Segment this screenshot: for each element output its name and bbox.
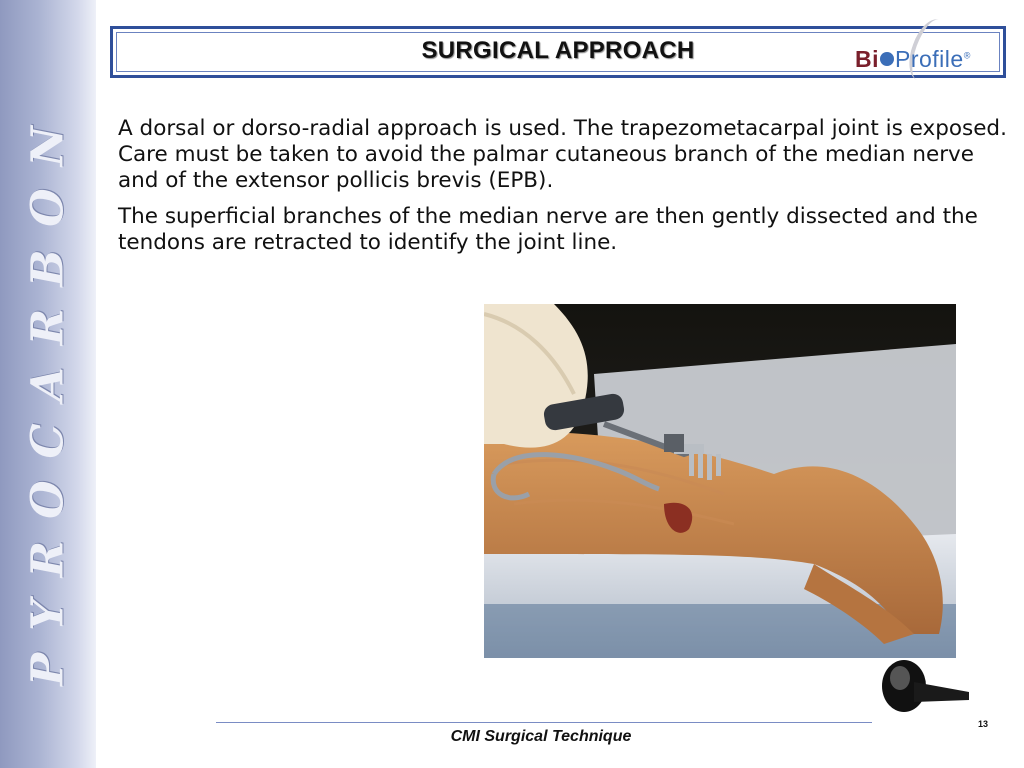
page-number: 13	[978, 719, 989, 729]
sidebar-vertical-text: PYROCARBON	[22, 104, 74, 686]
paragraph-approach: A dorsal or dorso-radial approach is used. The trapezometacarpal joint is exposed. Care must be taken to avoid the palmar cutaneous branch of the median nerve and of the extensor pollicis brevis (EPB).	[118, 116, 1007, 193]
logo-registered-mark: ®	[963, 50, 971, 61]
surgical-photo	[484, 304, 956, 658]
footer-divider	[216, 722, 872, 723]
surgical-photo-illustration	[484, 304, 956, 658]
bioprofile-logo	[852, 18, 1002, 100]
logo-text-profile: Profile	[895, 46, 964, 72]
logo-wordmark	[855, 46, 971, 73]
sidebar-banner	[0, 0, 96, 768]
logo-text-bi: Bi	[855, 46, 879, 72]
body-text	[118, 116, 1008, 266]
logo-dot-icon	[880, 52, 894, 66]
paragraph-dissection: The superficial branches of the median nerve are then gently dissected and the tendons are retracted to identify the joint line.	[118, 204, 978, 255]
implant-image	[874, 656, 974, 720]
pyrocarbon-implant-icon	[874, 656, 974, 720]
slide-title: SURGICAL APPROACH	[421, 37, 695, 64]
footer-title: CMI Surgical Technique	[450, 728, 632, 745]
